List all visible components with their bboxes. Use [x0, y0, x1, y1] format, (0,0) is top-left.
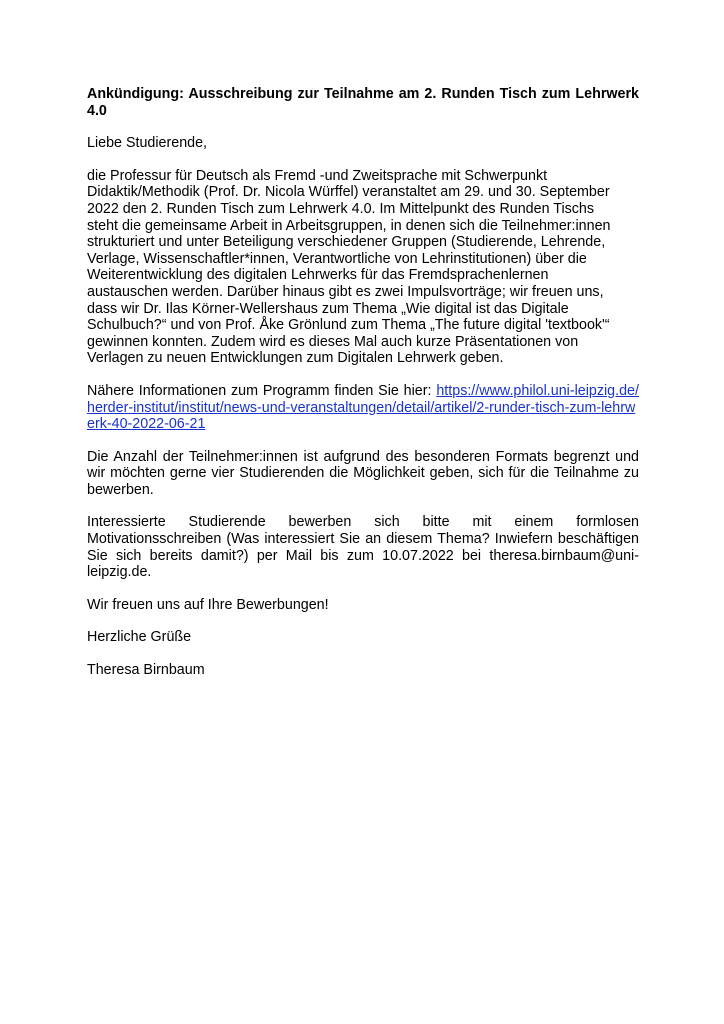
info-text: Nähere Informationen zum Programm finden Sie hier:: [87, 382, 437, 399]
intro-line: Didaktik/Methodik (Prof. Dr. Nicola Würffel) veranstaltet am 29. und 30. September: [87, 184, 610, 201]
participants-paragraph: Die Anzahl der Teilnehmer:innen ist aufgrund des besonderen Formats begrenzt und wir möchten gerne vier Studierenden die Möglichkeit geben, sich für die Teilnahme zu bewerben.: [87, 448, 639, 498]
intro-line: strukturiert und unter Beteiligung verschiedener Gruppen (Studierende, Lehrende,: [87, 234, 606, 251]
intro-line: steht die gemeinsame Arbeit in Arbeitsgruppen, in denen sich die Teilnehmer:innen: [87, 217, 611, 234]
intro-line: dass wir Dr. Ilas Körner-Wellershaus zum Thema „Wie digital ist das Digitale: [87, 300, 569, 317]
program-info-link[interactable]: https://www.philol.uni-leipzig.de/herder-institut/institut/news-und-veranstaltungen/detail/artikel/2-runder-tisch-zum-lehrwerk-40-2022-06-21: [87, 382, 639, 433]
closing-line: Wir freuen uns auf Ihre Bewerbungen!: [87, 596, 329, 613]
signature: Theresa Birnbaum: [87, 662, 205, 679]
application-paragraph: Interessierte Studierende bewerben sich bitte mit einem formlosen Motivationsschreiben (Was interessiert Sie an diesem Thema? Inwiefern beschäftigen Sie sich bereits damit?) per Mail bis zum 10.07.2022 bei theresa.birnbaum@uni-leipzig.de.: [87, 514, 639, 581]
intro-paragraph: [87, 168, 639, 367]
intro-line: gewinnen konnten. Zudem wird es dieses Mal auch kurze Präsentationen von: [87, 333, 579, 350]
intro-line: die Professur für Deutsch als Fremd -und Zweitsprache mit Schwerpunkt: [87, 167, 548, 184]
greeting: Liebe Studierende,: [87, 135, 208, 152]
intro-line: 2022 den 2. Runden Tisch zum Lehrwerk 4.0. Im Mittelpunkt des Runden Tischs: [87, 200, 595, 217]
intro-line: Weiterentwicklung des digitalen Lehrwerks für das Fremdsprachenlernen: [87, 267, 549, 284]
document-page: [87, 86, 639, 695]
document-title: Ankündigung: Ausschreibung zur Teilnahme am 2. Runden Tisch zum Lehrwerk 4.0: [87, 86, 639, 119]
intro-line: Schulbuch?“ und von Prof. Åke Grönlund zum Thema „The future digital 'textbook'“: [87, 317, 610, 334]
intro-line: Verlage, Wissenschaftler*innen, Verantwortliche von Lehrinstitutionen) über die: [87, 250, 587, 267]
intro-line: austauschen werden. Darüber hinaus gibt es zwei Impulsvorträge; wir freuen uns,: [87, 283, 604, 300]
regards-line: Herzliche Grüße: [87, 629, 192, 646]
info-paragraph: [87, 383, 639, 433]
intro-line: Verlagen zu neuen Entwicklungen zum Digitalen Lehrwerk geben.: [87, 350, 504, 367]
